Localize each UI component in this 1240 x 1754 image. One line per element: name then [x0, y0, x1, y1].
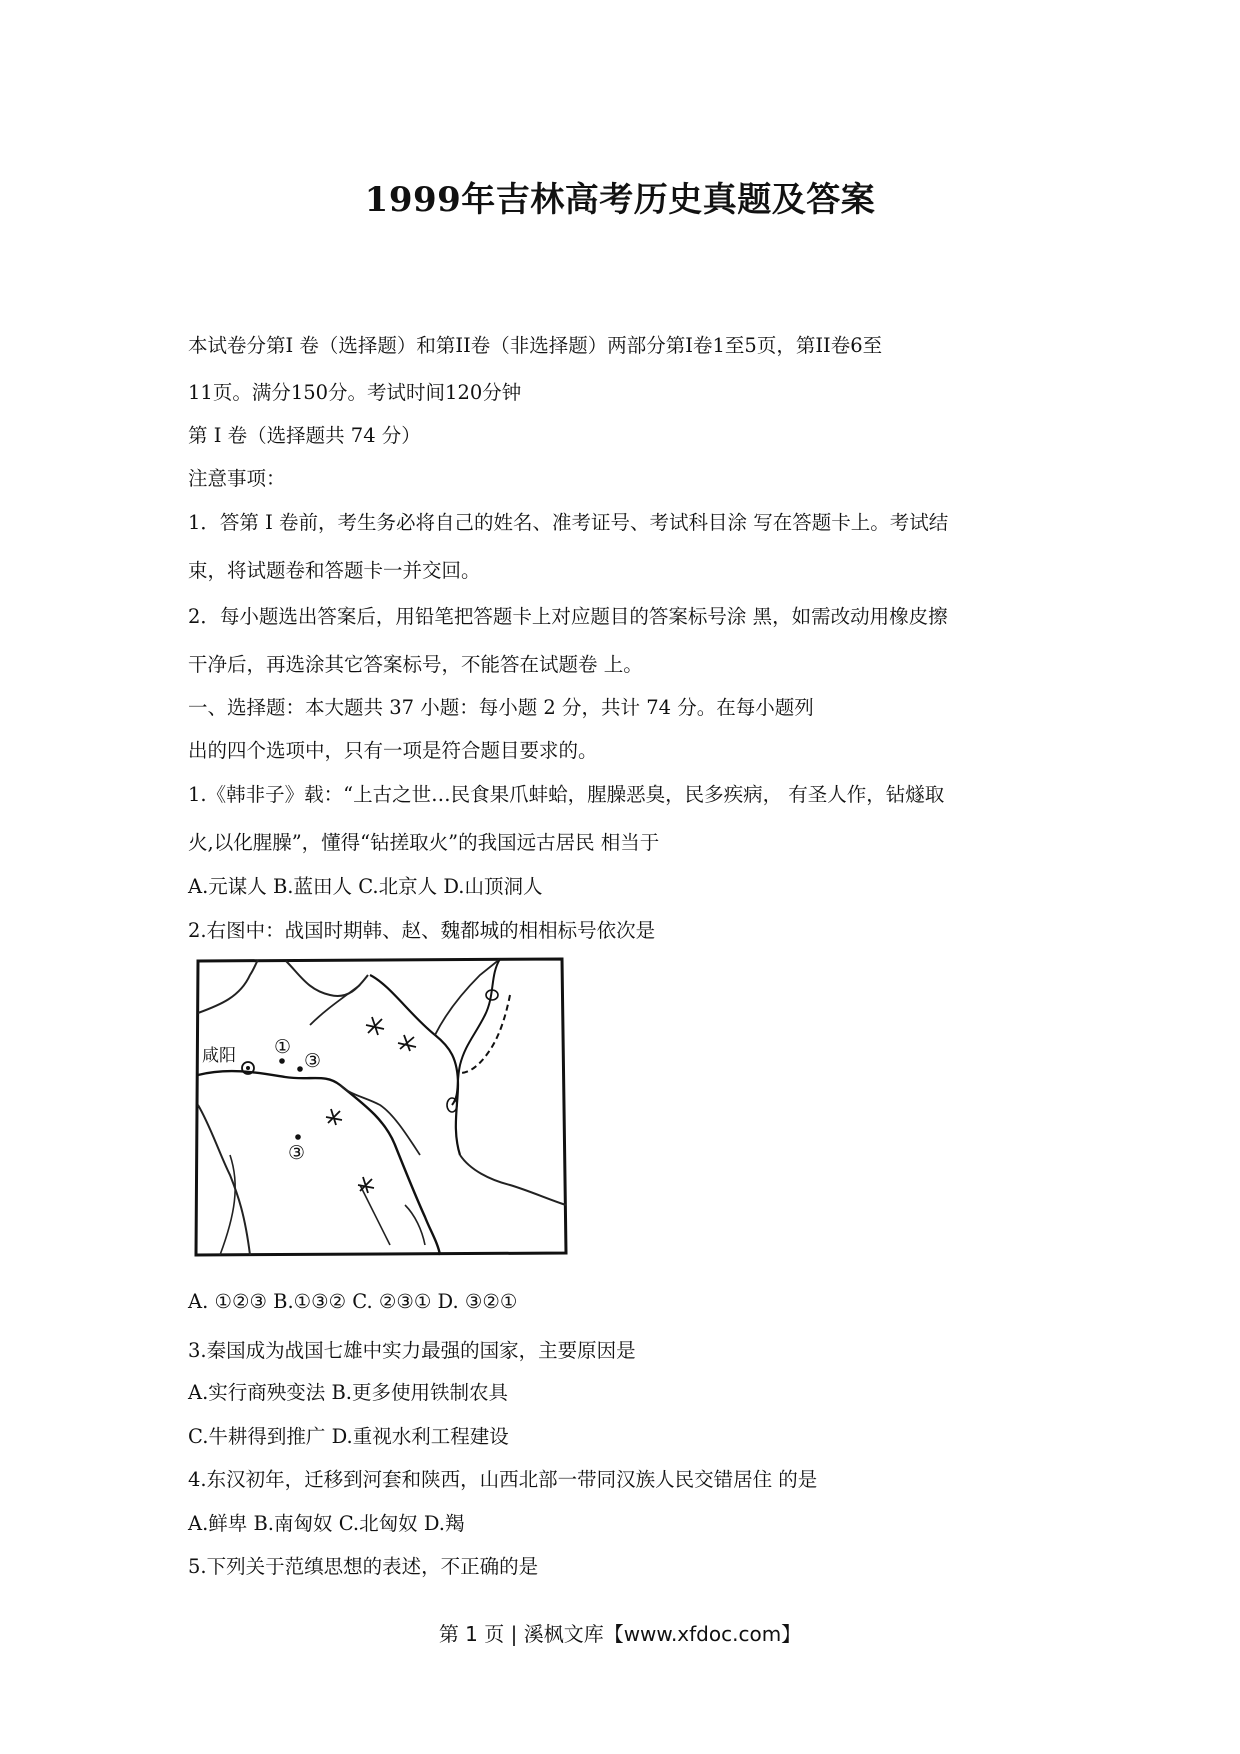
great-wall-mark: [366, 1017, 384, 1035]
text-line: 1．答第 Ⅰ 卷前，考生务必将自己的姓名、准考证号、考试科目涂 写在答题卡上。考试结: [188, 511, 949, 534]
river-line: [360, 1185, 390, 1245]
great-wall-mark: [398, 1035, 416, 1051]
text-line: 11页。满分150分。考试时间120分钟: [188, 381, 522, 404]
coast-line: [460, 1155, 566, 1205]
river-line: [198, 1105, 250, 1255]
text-line: A.元谋人 B.蓝田人 C.北京人 D.山顶洞人: [188, 875, 543, 898]
text-line: 第 Ⅰ 卷（选择题共 74 分）: [188, 424, 421, 447]
map-city-label: 咸阳: [202, 1046, 236, 1066]
text-line: 一、选择题：本大题共 37 小题：每小题 2 分，共计 74 分。在每小题列: [188, 696, 814, 719]
great-wall-mark: [358, 1177, 374, 1193]
great-wall-mark: [326, 1109, 342, 1125]
text-line: A.实行商殃变法 B.更多使用铁制农具: [188, 1381, 509, 1404]
text-line: 2.右图中：战国时期韩、赵、魏都城的相相标号依次是: [188, 919, 656, 942]
text-line: 5.下列关于范缜思想的表述，不正确的是: [188, 1555, 539, 1578]
page-footer: 第 1 页 | 溪枫文库【www.xfdoc.com】: [438, 1622, 802, 1646]
coast-line: [452, 959, 500, 1105]
text-line: C.牛耕得到推广 D.重视水利工程建设: [188, 1425, 509, 1448]
map-border-line: [198, 960, 258, 1013]
text-line: 2．每小题选出答案后，用铅笔把答题卡上对应题目的答案标号涂 黑，如需改动用橡皮擦: [188, 605, 948, 628]
text-line: 1.《韩非子》载：“上古之世…民食果爪蚌蛤，腥臊恶臭，民多疾病， 有圣人作，钻燧取: [188, 783, 945, 806]
map-marker-2: ③: [304, 1050, 322, 1072]
text-line: 出的四个选项中，只有一项是符合题目要求的。: [188, 739, 598, 762]
city-dot: [297, 1066, 303, 1072]
text-line: 注意事项：: [188, 467, 286, 490]
city-dot: [295, 1134, 301, 1140]
text-line: 火,以化腥臊”，懂得“钻搓取火”的我国远古居民 相当于: [188, 831, 660, 854]
warring-states-map: [190, 955, 570, 1257]
map-marker-3: ③: [288, 1142, 306, 1164]
text-line: A.鲜卑 B.南匈奴 C.北匈奴 D.羯: [188, 1512, 465, 1535]
text-line: 4.东汉初年，迁移到河套和陕西，山西北部一带同汉族人民交错居住 的是: [188, 1468, 818, 1491]
river-line: [198, 1071, 440, 1255]
text-line: 束，将试题卷和答题卡一并交回。: [188, 559, 481, 582]
text-line: 干净后，再选涂其它答案标号，不能答在试题卷 上。: [188, 653, 643, 676]
document-title: 1999年吉林高考历史真题及答案: [364, 180, 876, 220]
text-line: 本试卷分第Ⅰ 卷（选择题）和第II卷（非选择题）两部分第Ⅰ卷1至5页，第II卷6至: [188, 334, 883, 357]
dashed-border: [460, 995, 510, 1073]
map-border-line: [286, 961, 368, 996]
map-frame: [196, 959, 566, 1255]
map-marker-1: ①: [274, 1036, 292, 1058]
text-line: A. ①②③ B.①③② C. ②③① D. ③②①: [188, 1290, 518, 1313]
river-line: [370, 975, 460, 1155]
text-line: 3.秦国成为战国七雄中实力最强的国家，主要原因是: [188, 1339, 636, 1362]
city-dot: [279, 1058, 285, 1064]
